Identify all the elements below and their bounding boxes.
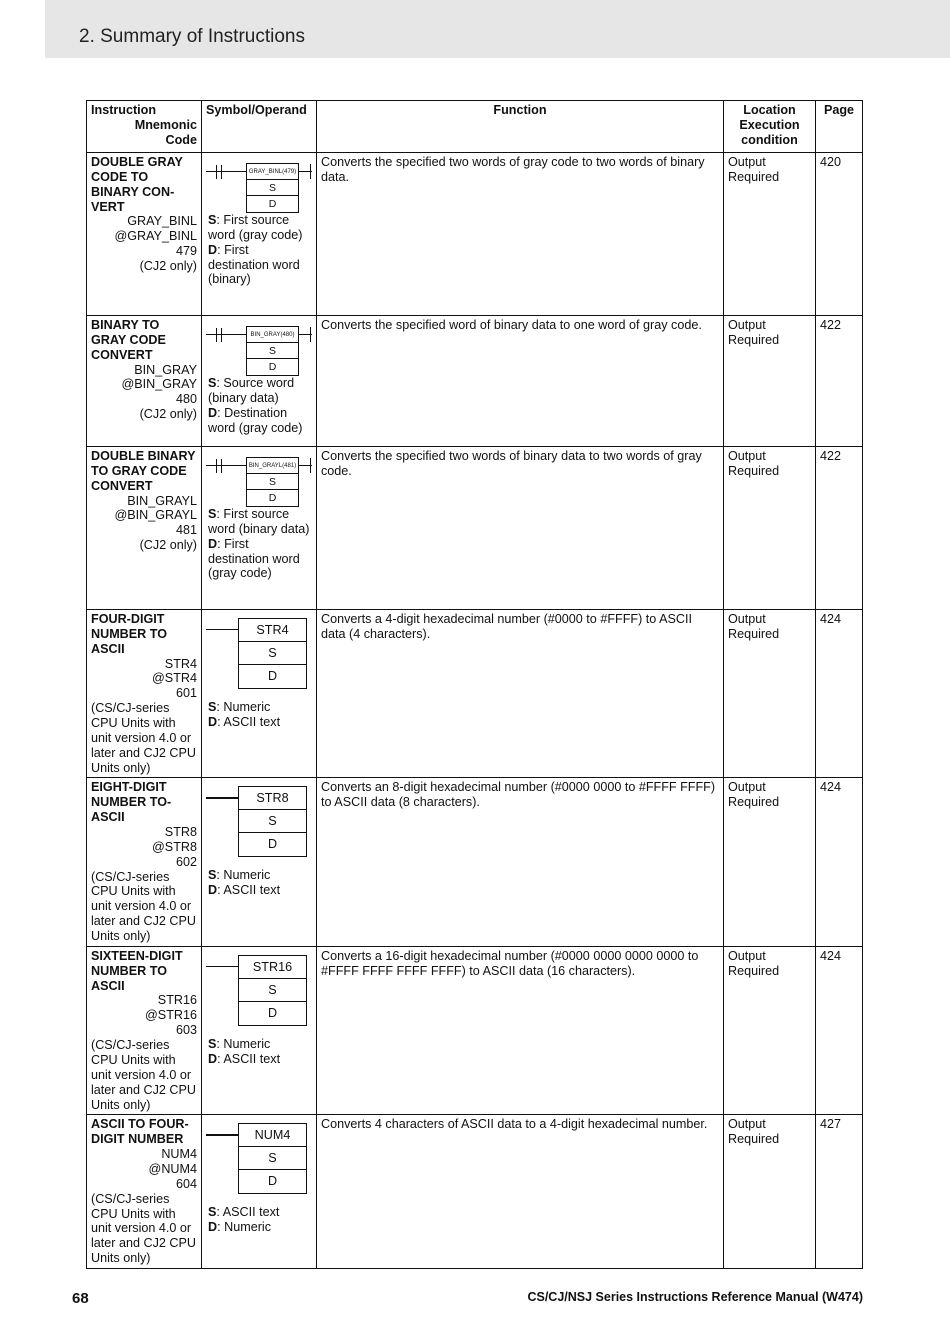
instruction-block xyxy=(238,955,307,1026)
operand-desc-d: D: ASCII text xyxy=(208,1051,281,1066)
mnemonic: STR8 xyxy=(164,825,197,840)
function-code: 604 xyxy=(175,1176,197,1191)
mnemonic: STR4 xyxy=(164,656,197,671)
ladder-symbol xyxy=(206,618,312,694)
rung-wire xyxy=(206,966,238,967)
operand-s: S xyxy=(247,180,298,196)
availability-note: (CS/CJ-series CPU Units with unit version 4.0 or later and CJ2 CPU Units only) xyxy=(91,701,196,775)
output-bar-icon xyxy=(310,164,311,179)
operand-desc-d: D: First destination word (gray code) xyxy=(208,536,300,581)
instruction-name: EIGHT-DIGIT NUMBER TO-ASCII xyxy=(91,780,172,825)
mnemonic: GRAY_BINL xyxy=(127,214,197,229)
mnemonic-differentiated: @NUM4 xyxy=(148,1161,197,1176)
location-cell xyxy=(724,1115,816,1269)
rung-wire xyxy=(206,629,238,630)
mnemonic-differentiated: @GRAY_BINL xyxy=(114,229,197,244)
table-row xyxy=(87,778,863,946)
availability-note: (CS/CJ-series CPU Units with unit version 4.0 or later and CJ2 CPU Units only) xyxy=(91,1191,196,1266)
mnemonic: NUM4 xyxy=(161,1147,197,1162)
function-cell: Converts the specified word of binary data to one word of gray code. xyxy=(317,316,724,447)
instruction-cell xyxy=(87,447,202,610)
table-row xyxy=(87,946,863,1114)
header-page: Page xyxy=(816,101,863,153)
operand-desc-s: S: Numeric xyxy=(208,700,271,714)
location-value: Output xyxy=(728,612,766,626)
execution-value: Required xyxy=(728,626,780,641)
ladder-symbol xyxy=(206,955,312,1031)
execution-value: Required xyxy=(728,1132,780,1147)
operand-d: D xyxy=(267,837,278,852)
operation-label: BIN_GRAYL(481) xyxy=(247,458,298,474)
header-symbol: Symbol/Operand xyxy=(202,101,317,153)
location-value: Output xyxy=(728,780,766,795)
operand-desc-s: S: Numeric xyxy=(208,868,271,883)
instruction-cell xyxy=(87,316,202,447)
function-code: 481 xyxy=(175,523,197,538)
page-cell: 424 xyxy=(816,946,863,1114)
instruction-name: SIXTEEN-DIGIT NUMBER TO ASCII xyxy=(91,948,183,993)
function-cell: Converts an 8-digit hexadecimal number (#0000 0000 to #FFFF FFFF) to ASCII data (8 characters). xyxy=(317,778,724,946)
operand-desc-d: D: Numeric xyxy=(208,1220,271,1235)
operand-desc-d: D: ASCII text xyxy=(208,714,281,729)
operand-d: D xyxy=(267,669,278,683)
availability-note: (CJ2 only) xyxy=(139,259,197,274)
operand-s: S xyxy=(239,979,306,1002)
operation-label: STR4 xyxy=(239,619,306,642)
mnemonic-differentiated: @STR8 xyxy=(152,839,197,854)
instruction-name: DOUBLE GRAY CODE TO BINARY CON-VERT xyxy=(91,155,183,214)
ladder-symbol xyxy=(206,159,312,210)
execution-value: Required xyxy=(728,463,780,478)
function-cell: Converts a 4-digit hexadecimal number (#0000 to #FFFF) to ASCII data (4 characters). xyxy=(317,610,724,778)
mnemonic: STR16 xyxy=(157,993,197,1008)
symbol-cell xyxy=(202,946,317,1114)
location-cell xyxy=(724,946,816,1114)
availability-note: (CJ2 only) xyxy=(139,407,197,422)
availability-note: (CS/CJ-series CPU Units with unit version 4.0 or later and CJ2 CPU Units only) xyxy=(91,869,196,944)
contact-icon xyxy=(211,165,227,179)
operand-s: S xyxy=(239,810,306,833)
operand-desc-s: S: Source word (binary data) xyxy=(208,376,295,405)
instruction-cell xyxy=(87,153,202,316)
page-cell: 422 xyxy=(816,316,863,447)
ladder-symbol xyxy=(206,1123,312,1199)
instruction-cell xyxy=(87,1115,202,1269)
operand-s: S xyxy=(247,474,298,490)
instruction-cell xyxy=(87,778,202,946)
mnemonic-differentiated: @BIN_GRAYL xyxy=(114,508,197,523)
location-cell xyxy=(724,447,816,610)
instruction-block xyxy=(246,163,299,213)
instruction-name: BINARY TO GRAY CODE CONVERT xyxy=(91,318,166,362)
location-value: Output xyxy=(728,948,766,963)
ladder-symbol xyxy=(206,322,312,373)
page-cell: 422 xyxy=(816,447,863,610)
contact-icon xyxy=(211,459,227,473)
operation-label: GRAY_BINL(479) xyxy=(247,164,298,180)
operand-desc-d: D: Destination word (gray code) xyxy=(208,405,303,435)
table-row xyxy=(87,153,863,316)
operand-desc-s: S: Numeric xyxy=(208,1036,271,1051)
instruction-block xyxy=(246,457,299,507)
operand-d: D xyxy=(268,198,277,210)
function-cell: Converts a 16-digit hexadecimal number (#0000 0000 0000 0000 to #FFFF FFFF FFFF FFFF) to ASCII data (16 characters). xyxy=(317,946,724,1114)
location-cell xyxy=(724,778,816,946)
function-cell: Converts 4 characters of ASCII data to a 4-digit hexadecimal number. xyxy=(317,1115,724,1269)
operation-label: STR16 xyxy=(239,956,306,979)
function-code: 603 xyxy=(175,1023,197,1038)
mnemonic-differentiated: @STR4 xyxy=(152,671,197,686)
instruction-block xyxy=(246,326,299,376)
execution-value: Required xyxy=(728,963,780,978)
location-value: Output xyxy=(728,449,766,463)
location-cell xyxy=(724,153,816,316)
rung-wire xyxy=(206,797,238,798)
instruction-block xyxy=(238,618,307,689)
header-location: Location Execution condition xyxy=(724,101,816,153)
symbol-cell xyxy=(202,447,317,610)
table-row xyxy=(87,447,863,610)
header-instruction: Instruction Mnemonic Code xyxy=(87,101,202,153)
operation-label: NUM4 xyxy=(239,1124,306,1147)
page-cell: 420 xyxy=(816,153,863,316)
ladder-symbol xyxy=(206,453,312,504)
symbol-cell xyxy=(202,1115,317,1269)
instruction-name: ASCII TO FOUR-DIGIT NUMBER xyxy=(91,1117,189,1147)
operand-desc-s: S: ASCII text xyxy=(208,1205,280,1220)
table-header-row xyxy=(87,101,863,153)
page-cell: 427 xyxy=(816,1115,863,1269)
mnemonic: BIN_GRAY xyxy=(134,362,197,377)
table-row xyxy=(87,316,863,447)
instruction-cell xyxy=(87,946,202,1114)
function-code: 480 xyxy=(175,392,197,407)
symbol-cell xyxy=(202,316,317,447)
operation-label: BIN_GRAY(480) xyxy=(247,327,298,343)
ladder-symbol xyxy=(206,786,312,862)
operand-d: D xyxy=(268,492,277,504)
rung-wire xyxy=(206,1134,238,1135)
location-cell xyxy=(724,316,816,447)
location-value: Output xyxy=(728,1117,766,1132)
availability-note: (CJ2 only) xyxy=(139,538,197,553)
contact-icon xyxy=(211,328,227,342)
location-value: Output xyxy=(728,155,766,169)
symbol-cell xyxy=(202,778,317,946)
page-cell: 424 xyxy=(816,610,863,778)
manual-title: CS/CJ/NSJ Series Instructions Reference Manual (W474) xyxy=(527,1290,863,1304)
mnemonic-differentiated: @BIN_GRAY xyxy=(121,377,197,392)
instruction-name: FOUR-DIGIT NUMBER TO ASCII xyxy=(91,612,168,656)
operand-d: D xyxy=(268,361,277,373)
operand-desc-d: D: First destination word (binary) xyxy=(208,242,300,287)
function-code: 479 xyxy=(175,244,197,259)
operand-d: D xyxy=(267,1174,278,1189)
operation-label: STR8 xyxy=(239,787,306,810)
page-title: 2. Summary of Instructions xyxy=(79,26,305,47)
mnemonic-differentiated: @STR16 xyxy=(145,1008,197,1023)
execution-value: Required xyxy=(728,795,780,810)
operand-desc-s: S: First source word (gray code) xyxy=(208,213,303,242)
function-code: 601 xyxy=(175,686,197,701)
output-bar-icon xyxy=(310,327,311,342)
mnemonic: BIN_GRAYL xyxy=(127,493,197,508)
location-value: Output xyxy=(728,318,766,332)
execution-value: Required xyxy=(728,169,780,184)
operand-s: S xyxy=(247,343,298,359)
output-bar-icon xyxy=(310,458,311,473)
function-cell: Converts the specified two words of gray code to two words of binary data. xyxy=(317,153,724,316)
function-cell: Converts the specified two words of binary data to two words of gray code. xyxy=(317,447,724,610)
symbol-cell xyxy=(202,610,317,778)
function-code: 602 xyxy=(175,854,197,869)
header-function: Function xyxy=(317,101,724,153)
symbol-cell xyxy=(202,153,317,316)
operand-s: S xyxy=(239,642,306,665)
instruction-block xyxy=(238,1123,307,1194)
operand-desc-d: D: ASCII text xyxy=(208,883,281,898)
table-row xyxy=(87,610,863,778)
availability-note: (CS/CJ-series CPU Units with unit version 4.0 or later and CJ2 CPU Units only) xyxy=(91,1038,196,1112)
operand-d: D xyxy=(267,1005,278,1020)
page-number: 68 xyxy=(72,1290,89,1307)
instruction-name: DOUBLE BINARY TO GRAY CODE CONVERT xyxy=(91,449,196,493)
instruction-block xyxy=(238,786,307,857)
operand-s: S xyxy=(239,1147,306,1170)
instruction-table xyxy=(86,100,863,1269)
location-cell xyxy=(724,610,816,778)
instruction-cell xyxy=(87,610,202,778)
execution-value: Required xyxy=(728,332,780,347)
table-row xyxy=(87,1115,863,1269)
operand-desc-s: S: First source word (binary data) xyxy=(208,507,310,536)
page-cell: 424 xyxy=(816,778,863,946)
